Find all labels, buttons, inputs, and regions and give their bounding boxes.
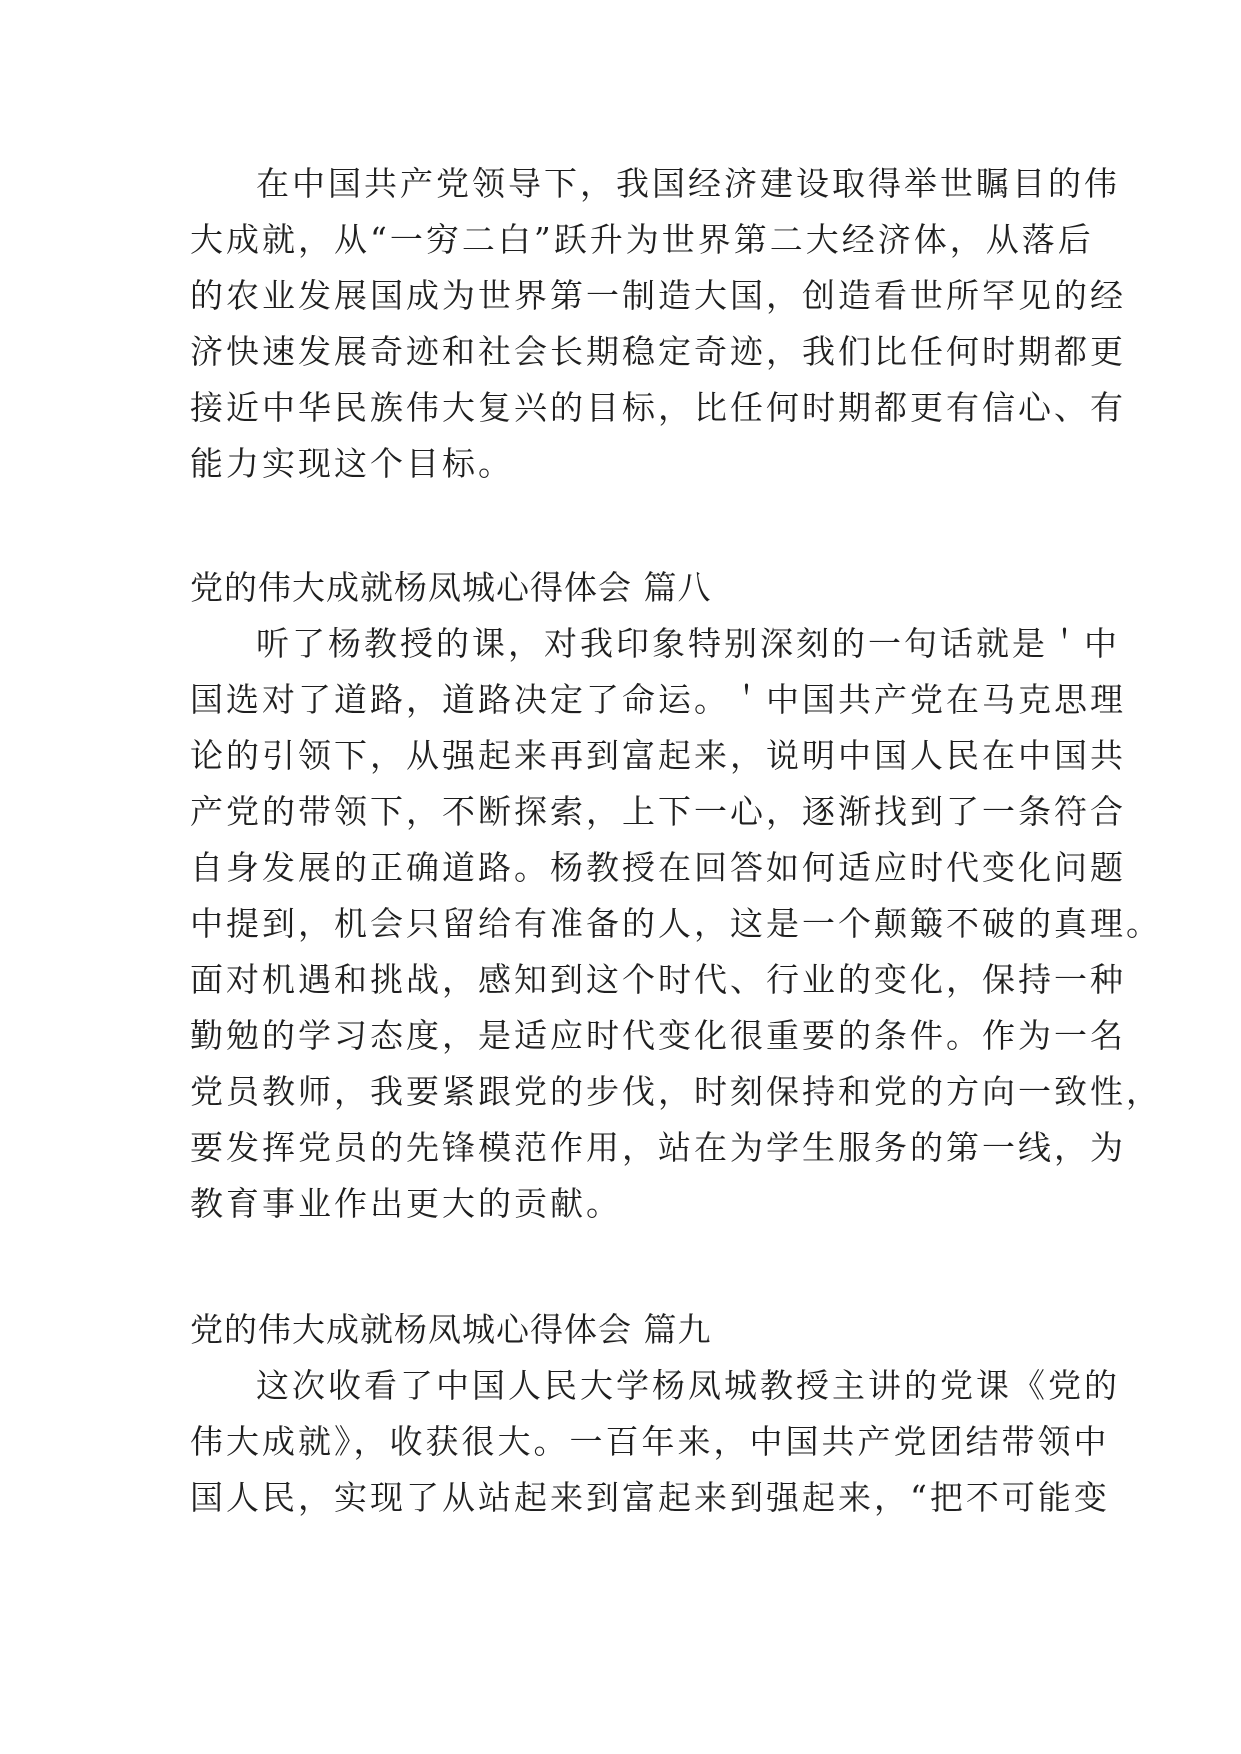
paragraph-line: 中提到，机会只留给有准备的人，这是一个颠簸不破的真理。: [190, 904, 1162, 943]
paragraph-line: 听了杨教授的课，对我印象特别深刻的一句话就是＇中: [256, 624, 1120, 663]
paragraph-line: 在中国共产党领导下，我国经济建设取得举世瞩目的伟: [256, 164, 1120, 203]
paragraph-line: 这次收看了中国人民大学杨凤城教授主讲的党课《党的: [256, 1366, 1120, 1405]
section-heading: 党的伟大成就杨凤城心得体会 篇八: [190, 568, 712, 607]
paragraph-line: 论的引领下，从强起来再到富起来，说明中国人民在中国共: [190, 736, 1126, 775]
paragraph-line: 能力实现这个目标。: [190, 444, 514, 483]
paragraph-line: 大成就，从“一穷二白”跃升为世界第二大经济体，从落后: [190, 220, 1094, 259]
paragraph-line: 产党的带领下，不断探索，上下一心，逐渐找到了一条符合: [190, 792, 1126, 831]
paragraph-line: 要发挥党员的先锋模范作用，站在为学生服务的第一线，为: [190, 1128, 1126, 1167]
paragraph-line: 自身发展的正确道路。杨教授在回答如何适应时代变化问题: [190, 848, 1126, 887]
paragraph-line: 教育事业作出更大的贡献。: [190, 1184, 622, 1223]
paragraph-line: 国选对了道路，道路决定了命运。＇中国共产党在马克思理: [190, 680, 1126, 719]
paragraph-line: 党员教师，我要紧跟党的步伐，时刻保持和党的方向一致性，: [190, 1072, 1162, 1111]
paragraph-line: 面对机遇和挑战，感知到这个时代、行业的变化，保持一种: [190, 960, 1126, 999]
paragraph-line: 的农业发展国成为世界第一制造大国，创造看世所罕见的经: [190, 276, 1126, 315]
paragraph-line: 勤勉的学习态度，是适应时代变化很重要的条件。作为一名: [190, 1016, 1126, 1055]
paragraph-line: 济快速发展奇迹和社会长期稳定奇迹，我们比任何时期都更: [190, 332, 1126, 371]
section-heading: 党的伟大成就杨凤城心得体会 篇九: [190, 1310, 712, 1349]
paragraph-line: 接近中华民族伟大复兴的目标，比任何时期都更有信心、有: [190, 388, 1126, 427]
paragraph-line: 伟大成就》，收获很大。一百年来，中国共产党团结带领中: [190, 1422, 1110, 1461]
paragraph-line: 国人民，实现了从站起来到富起来到强起来，“把不可能变: [190, 1478, 1110, 1517]
